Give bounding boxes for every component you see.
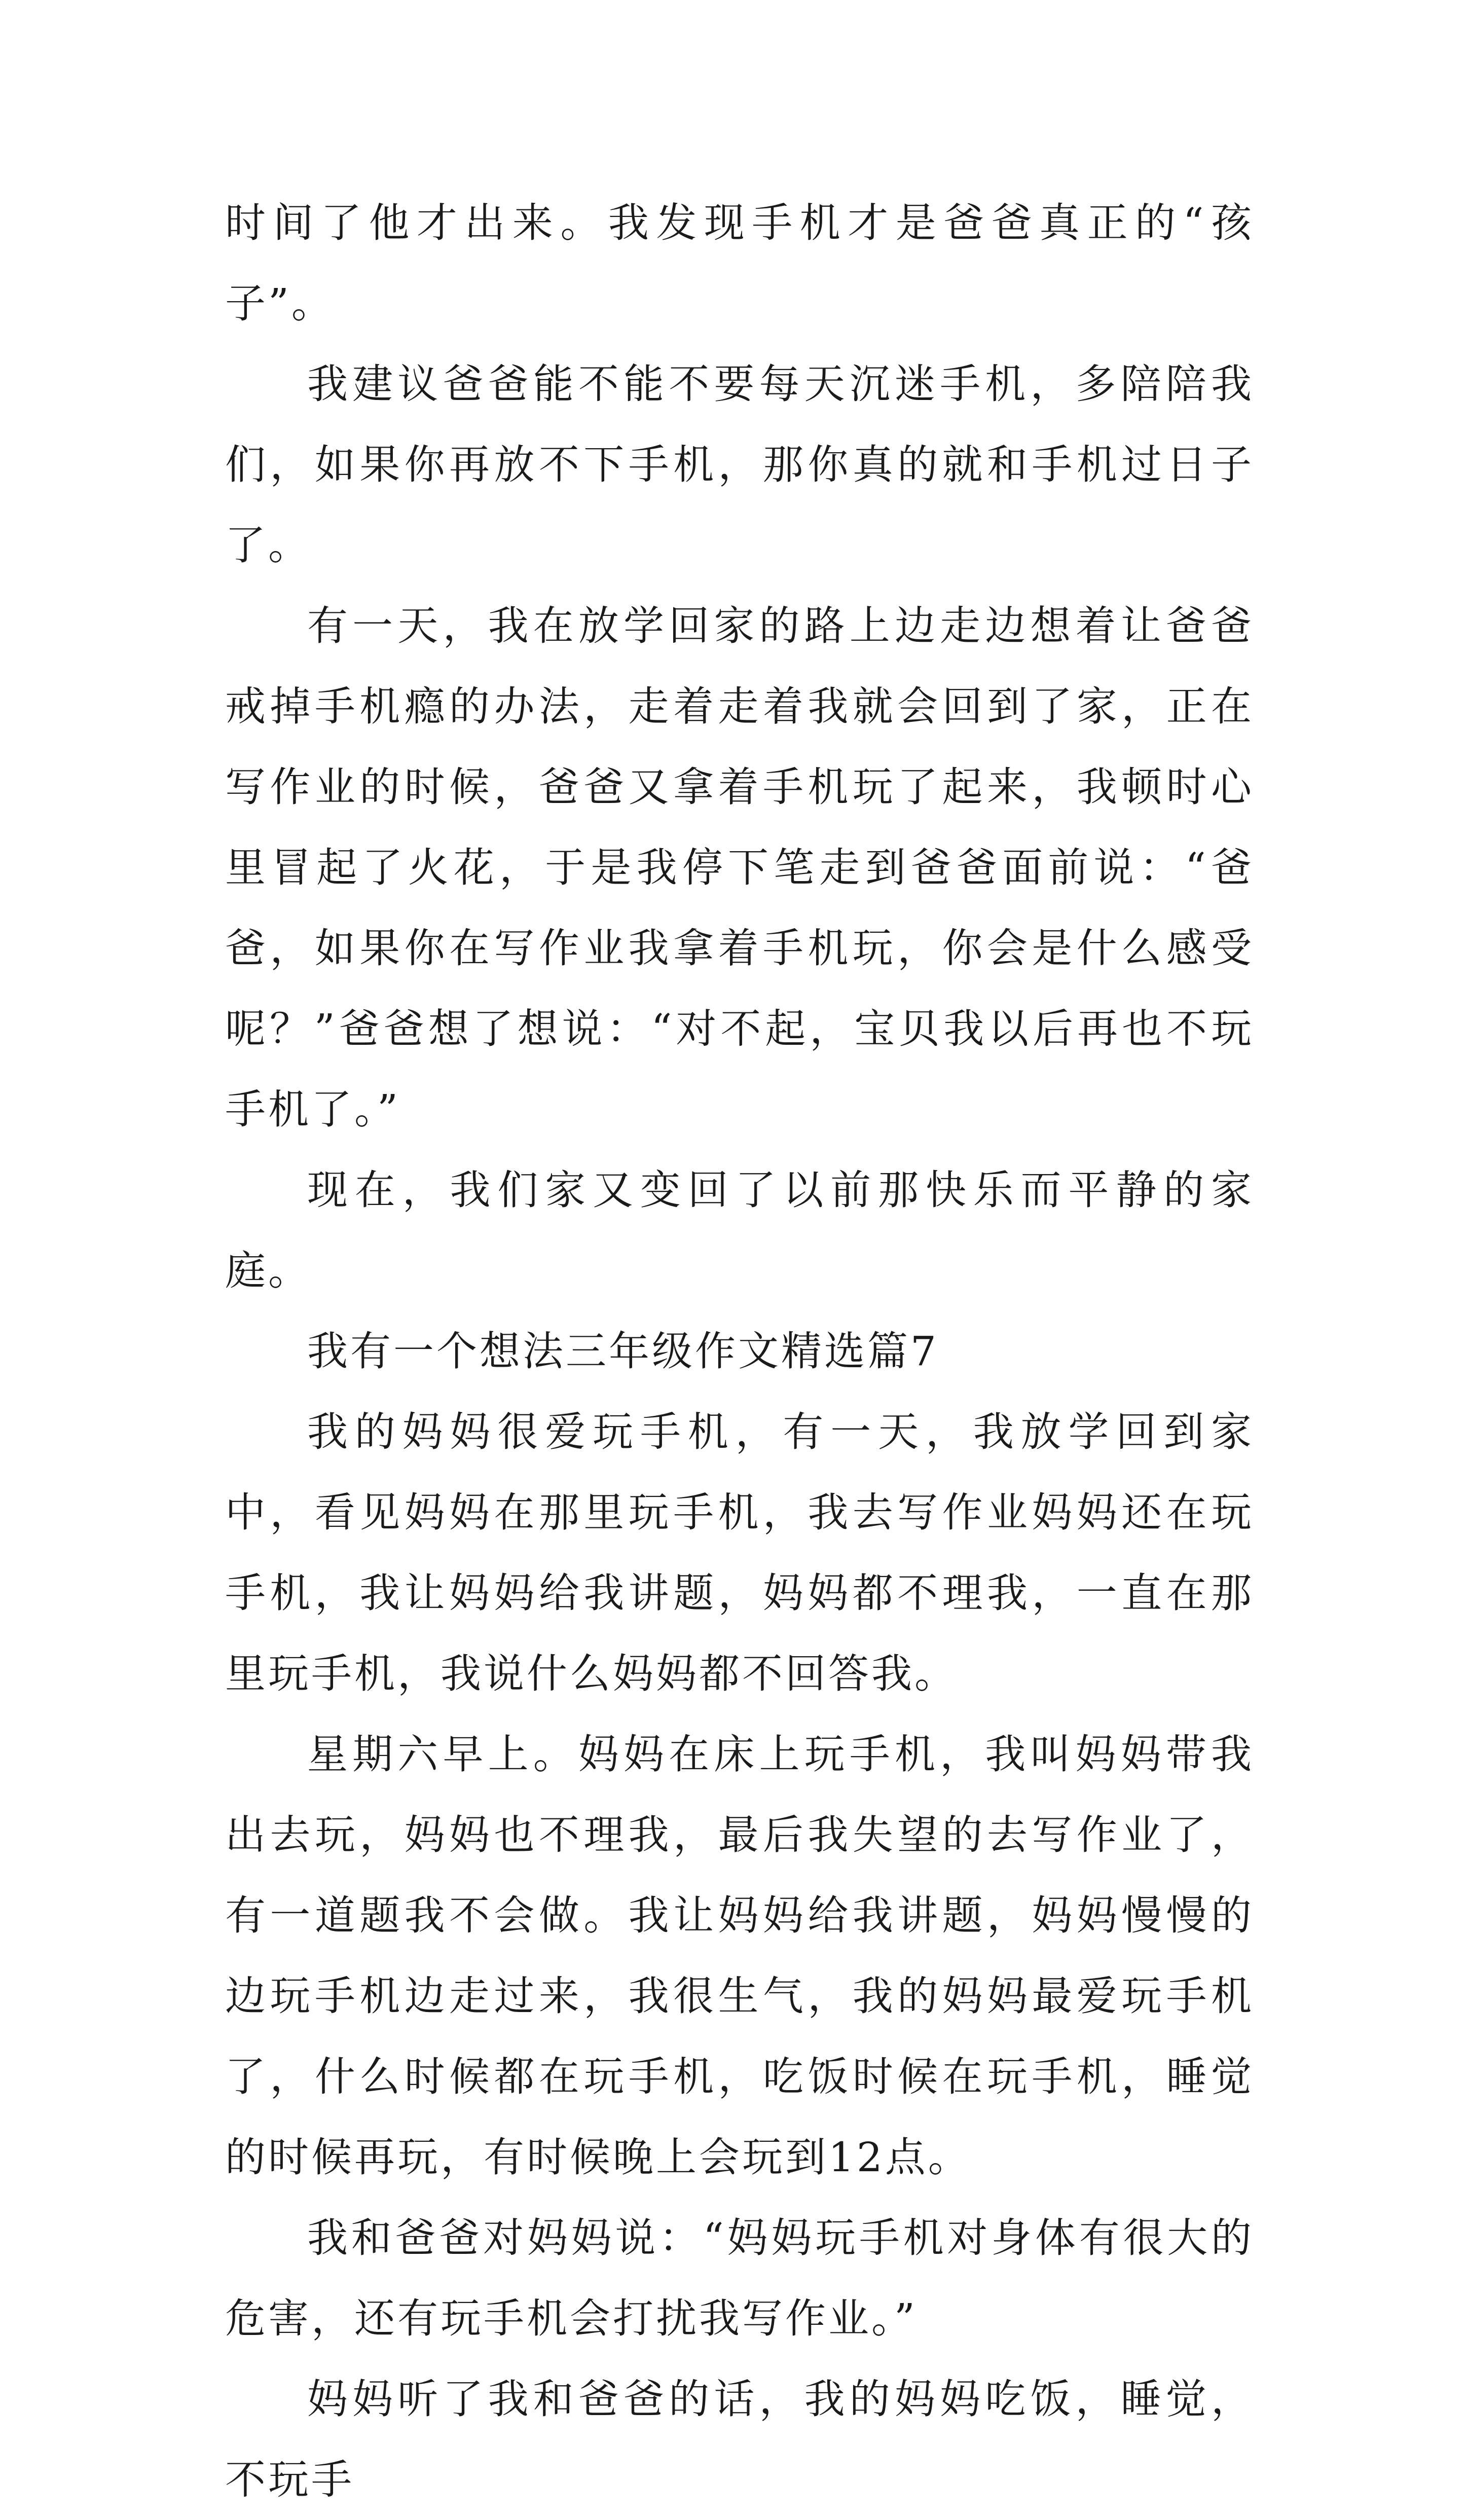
paragraph: 我和爸爸对妈妈说：“妈妈玩手机对身体有很大的危害，还有玩手机会打扰我写作业。” [225, 2214, 1254, 2342]
essay-body [225, 182, 1254, 2520]
paragraph: 我建议爸爸能不能不要每天沉迷手机，多陪陪我们，如果你再放不下手机，那你真的就和手机过日子了。 [225, 360, 1254, 569]
section-heading: 我有一个想法三年级作文精选篇7 [307, 1328, 939, 1375]
paragraph: 妈妈听了我和爸爸的话，我的妈妈吃饭，睡觉，不玩手 [225, 2376, 1254, 2503]
paragraph: 星期六早上。妈妈在床上玩手机，我叫妈妈带我出去玩，妈妈也不理我，最后我失望的去写作业了，有一道题我不会做。我让妈妈给我讲题，妈妈慢慢的边玩手机边走过来，我很生气，我的妈妈最爱玩手机了，什么时候都在玩手机，吃饭时候在玩手机，睡觉的时候再玩，有时候晚上会玩到12点。 [225, 1731, 1254, 2181]
paragraph: 我的妈妈很爱玩手机，有一天，我放学回到家中，看见妈妈在那里玩手机，我去写作业妈妈还在玩手机，我让妈妈给我讲题，妈妈都不理我，一直在那里玩手机，我说什么妈妈都不回答我。 [225, 1408, 1254, 1697]
paragraph: 时间了他才出来。我发现手机才是爸爸真正的“孩子”。 [225, 199, 1254, 327]
paragraph: 现在，我们家又变回了以前那快乐而平静的家庭。 [225, 1166, 1254, 1294]
paragraph: 有一天，我在放学回家的路上边走边想着让爸爸戒掉手机瘾的办法，走着走着我就会回到了家，正在写作业的时候，爸爸又拿着手机玩了起来，我顿时心里冒起了火花，于是我停下笔走到爸爸面前说：“爸爸，如果你在写作业我拿着手机玩，你会是什么感受呢？”爸爸想了想说：“对不起，宝贝我以后再也不玩手机了。” [225, 602, 1254, 1133]
